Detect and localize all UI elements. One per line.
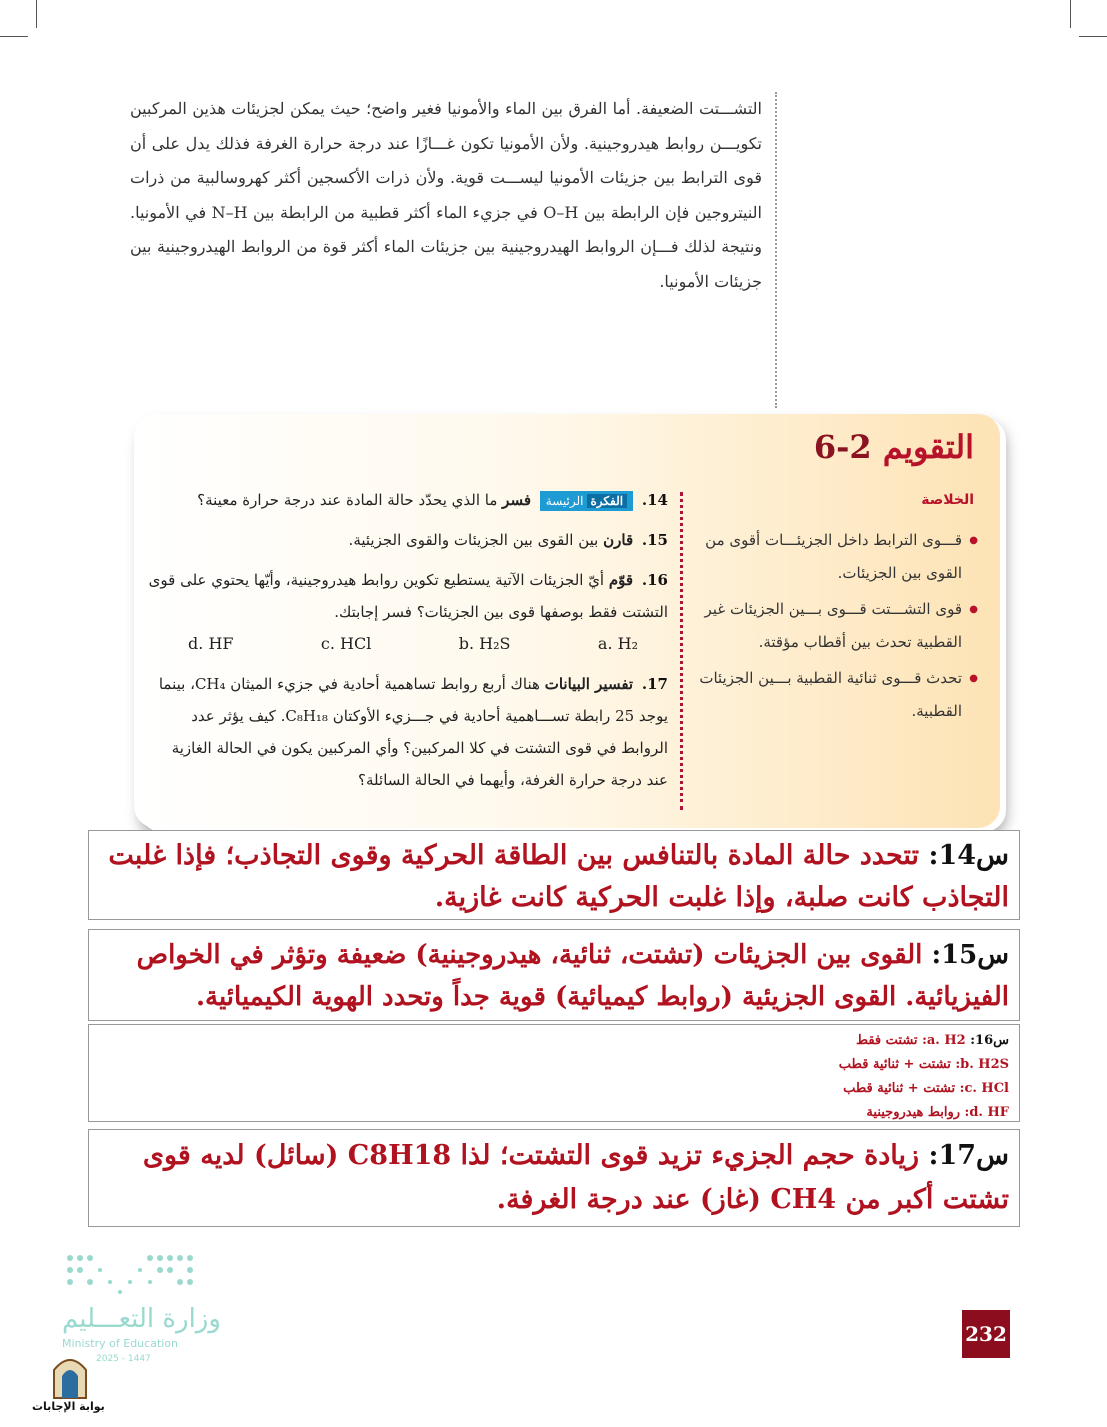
page-number: 232 bbox=[962, 1310, 1010, 1358]
summary-heading: الخلاصة bbox=[921, 492, 974, 508]
answer-15-box bbox=[88, 929, 1020, 1021]
question-16 bbox=[148, 564, 668, 660]
question-number: 14. bbox=[641, 491, 668, 509]
badge-sub: الرئيسة bbox=[545, 494, 584, 508]
questions-list bbox=[148, 484, 668, 804]
ministry-year: 2025 - 1447 bbox=[96, 1354, 151, 1364]
answer-label: س17: bbox=[928, 1140, 1009, 1171]
answer-label: س16: bbox=[970, 1033, 1009, 1048]
column-divider bbox=[775, 92, 777, 408]
badge-main: الفكرة bbox=[587, 494, 628, 508]
questions-divider bbox=[680, 492, 683, 810]
question-keyword: تفسير البيانات bbox=[544, 675, 634, 693]
choice-b: b. H₂S bbox=[458, 634, 511, 653]
crop-mark bbox=[0, 36, 28, 37]
choices-row bbox=[148, 628, 668, 660]
crop-mark bbox=[36, 0, 37, 28]
summary-item: ● قوى التشـــتت قـــوى بـــين الجزيئات غير القطبية تحدث بين أقطاب مؤقتة. bbox=[694, 593, 978, 659]
summary-item: ● قـــوى الترابط داخل الجزيئـــات أقوى من القوى بين الجزيئات. bbox=[694, 524, 978, 590]
question-keyword: قارن bbox=[603, 531, 634, 549]
question-number: 15. bbox=[641, 531, 668, 549]
answer-text: القوى بين الجزيئات (تشتت، ثنائية، هيدروجينية) ضعيفة وتؤثر في الخواص الفيزيائية. القوى الجزيئية (روابط كيميائية) قوية جداً وتحدد الهوية الكيميائية. bbox=[136, 940, 1009, 1012]
answer-16-box bbox=[88, 1024, 1020, 1122]
crop-mark bbox=[1070, 0, 1071, 28]
answer-line: c. HCl: تشتت + ثنائية قطب bbox=[843, 1081, 1009, 1096]
question-keyword: فسر bbox=[502, 491, 531, 509]
body-paragraph: التشـــتت الضعيفة. أما الفرق بين الماء والأمونيا فغير واضح؛ حيث يمكن لجزيئات هذين المركبين تكويـــن روابط هيدروجينية. ولأن الأمونيا تكون غـــازًا عند درجة حرارة الغرفة فذلك يدل على أن قوى الترابط بين جزيئات الأمونيا ليســـت قوية. ولأن ذرات الأكسجين أكثر كهروسالبية من ذرات النيتروجين فإن الرابطة بين O–H في جزيء الماء أكثر قطبية من الرابطة بين N–H في الأمونيا. ونتيجة لذلك فـــإن الروابط الهيدروجينية بين جزيئات الماء أكثر قوة من الروابط الهيدروجينية بين جزيئات الأمونيا. bbox=[130, 99, 763, 291]
answer-line: a. H2: تشتت فقط bbox=[855, 1033, 966, 1048]
answer-line: b. H2S: تشتت + ثنائية قطب bbox=[838, 1057, 1009, 1072]
answer-14-box bbox=[88, 830, 1020, 920]
ministry-logo-icon bbox=[62, 1250, 202, 1310]
ministry-name-ar: وزارة التعـــليم bbox=[62, 1304, 221, 1334]
main-idea-badge bbox=[540, 491, 633, 511]
question-keyword: قوّم bbox=[608, 571, 634, 589]
choice-c: c. HCl bbox=[320, 634, 372, 653]
summary-item: ● تحدث قـــوى ثنائية القطبية بـــين الجزيئات القطبية. bbox=[694, 662, 978, 728]
answer-text: تتحدد حالة المادة بالتنافس بين الطاقة الحركية وقوى التجاذب؛ فإذا غلبت التجاذب كانت صلبة، وإذا غلبت الحركية كانت غازية. bbox=[108, 840, 1009, 913]
question-14 bbox=[148, 484, 668, 516]
question-text: هناك أربع روابط تساهمية أحادية في جزيء الميثان CH₄، بينما يوجد 25 رابطة تســـاهمية أحادية في جـــزيء الأوكتان C₈H₁₈. كيف يؤثر عدد الروابط في قوى التشتت في كلا المركبين؟ وأي المركبين يكون في الحالة الغازية عند درجة حرارة الغرفة، وأيهما في الحالة السائلة؟ bbox=[158, 675, 668, 789]
assessment-title bbox=[814, 428, 974, 466]
question-text: ما الذي يحدّد حالة المادة عند درجة حرارة معينة؟ bbox=[197, 491, 498, 509]
choice-a: a. H₂ bbox=[597, 634, 638, 653]
assessment-box bbox=[134, 414, 1000, 828]
portal-logo-icon bbox=[50, 1350, 90, 1400]
assessment-number: 2-6 bbox=[813, 428, 872, 466]
answer-label: س14: bbox=[928, 840, 1009, 871]
question-number: 16. bbox=[641, 571, 668, 589]
ministry-name-en: Ministry of Education bbox=[62, 1337, 179, 1350]
assessment-title-text: التقويم bbox=[882, 428, 974, 466]
question-17 bbox=[148, 668, 668, 796]
crop-mark bbox=[1079, 36, 1107, 37]
question-text: أيّ الجزيئات الآتية يستطيع تكوين روابط هيدروجينية، وأيّها يحتوي على قوى التشتت فقط بوصفها قوى بين الجزيئات؟ فسر إجابتك. bbox=[148, 571, 668, 621]
question-text: بين القوى بين الجزيئات والقوى الجزيئية. bbox=[348, 531, 599, 549]
choice-d: d. HF bbox=[188, 634, 234, 653]
question-number: 17. bbox=[641, 675, 668, 693]
answer-text: زيادة حجم الجزيء تزيد قوى التشتت؛ لذا C8H18 (سائل) لديه قوى تشتت أكبر من CH4 (غاز) عند درجة الغرفة. bbox=[142, 1140, 1009, 1215]
question-15 bbox=[148, 524, 668, 556]
portal-name: بوابة الإجابات bbox=[32, 1400, 105, 1413]
summary-list bbox=[694, 524, 978, 731]
answer-line: d. HF: روابط هيدروجينية bbox=[866, 1105, 1009, 1120]
answer-label: س15: bbox=[931, 940, 1009, 970]
answer-17-box bbox=[88, 1129, 1020, 1227]
